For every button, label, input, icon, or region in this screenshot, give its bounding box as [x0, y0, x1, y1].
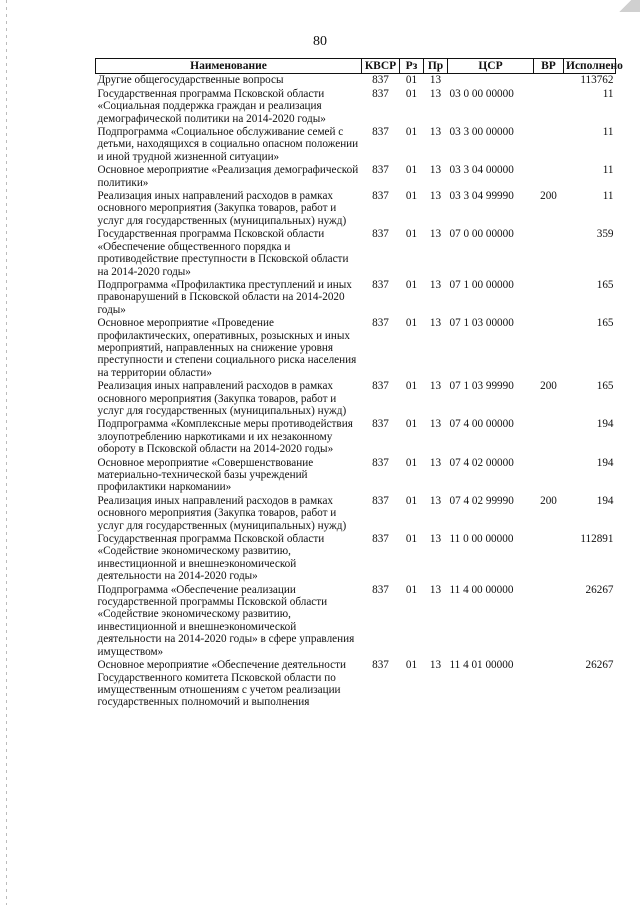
cell-kvsr: 837 — [372, 380, 389, 393]
cell-amount: 194 — [596, 456, 614, 469]
table-row — [96, 74, 616, 88]
cell-rz: 01 — [405, 87, 418, 100]
cell-rz: 01 — [405, 190, 418, 203]
header-pr: Пр — [424, 59, 448, 74]
cell-rz: 01 — [405, 456, 418, 469]
table-row — [96, 584, 616, 659]
cell-kvsr: 837 — [372, 533, 389, 546]
cell-kvsr: 837 — [372, 278, 389, 291]
cell-pr: 13 — [429, 87, 442, 100]
cell-vr — [534, 659, 564, 710]
cell-name: Основное мероприятие «Совершенствование материально-технической базы учреждений профилактики наркомании» — [97, 456, 314, 494]
cell-kvsr: 837 — [372, 456, 389, 469]
cell-name: Государственная программа Псковской области «Обеспечение общественного порядка и противодействие преступности в Псковской области на 2014-2020 годы» — [97, 228, 349, 278]
cell-csr: 07 4 02 99990 — [449, 494, 514, 507]
cell-rz: 01 — [400, 74, 424, 88]
scan-margin-line — [6, 0, 7, 905]
cell-kvsr: 837 — [372, 126, 389, 139]
cell-csr: 11 4 00 00000 — [449, 583, 514, 596]
cell-pr: 13 — [429, 164, 442, 177]
cell-csr: 07 0 00 00000 — [449, 228, 514, 241]
cell-pr: 13 — [429, 494, 442, 507]
cell-vr — [534, 126, 564, 164]
cell-vr: 200 — [540, 190, 557, 203]
cell-vr — [534, 457, 564, 495]
cell-vr — [534, 228, 564, 279]
cell-rz: 01 — [405, 228, 418, 241]
table-row — [96, 380, 616, 418]
cell-amount: 113762 — [564, 74, 616, 88]
cell-rz: 01 — [405, 317, 418, 330]
cell-csr: 11 4 01 00000 — [449, 659, 514, 672]
cell-name: Подпрограмма «Комплексные меры противодействия злоупотреблению наркотиками и их незаконному обороту в Псковской области на 2014-2020 годы» — [97, 418, 353, 456]
table-row — [96, 495, 616, 533]
table-body — [96, 74, 616, 710]
header-csr: ЦСР — [448, 59, 534, 74]
cell-vr — [534, 584, 564, 659]
cell-amount: 26267 — [585, 583, 614, 596]
cell-amount: 194 — [596, 494, 614, 507]
cell-vr — [534, 74, 564, 88]
table-header-row — [96, 59, 616, 74]
cell-name: Основное мероприятие «Реализация демографической политики» — [97, 164, 359, 189]
cell-csr: 03 3 04 99990 — [449, 190, 514, 203]
budget-table — [95, 58, 623, 710]
table-row — [96, 533, 616, 584]
cell-csr: 07 4 00 00000 — [449, 418, 514, 431]
cell-pr: 13 — [429, 583, 442, 596]
scan-corner-mark — [600, 0, 640, 12]
cell-csr: 11 0 00 00000 — [449, 533, 514, 546]
cell-kvsr: 837 — [362, 74, 400, 88]
cell-amount: 11 — [602, 87, 614, 100]
cell-kvsr: 837 — [372, 228, 389, 241]
cell-kvsr: 837 — [372, 87, 389, 100]
cell-pr: 13 — [429, 190, 442, 203]
cell-rz: 01 — [405, 494, 418, 507]
header-name: Наименование — [96, 59, 362, 74]
cell-pr: 13 — [429, 380, 442, 393]
cell-csr: 07 1 03 99990 — [449, 380, 514, 393]
cell-kvsr: 837 — [372, 190, 389, 203]
cell-amount: 165 — [596, 317, 614, 330]
table-row — [96, 164, 616, 190]
table-row — [96, 317, 616, 380]
cell-pr: 13 — [429, 228, 442, 241]
cell-csr: 03 0 00 00000 — [449, 87, 514, 100]
cell-vr — [534, 317, 564, 380]
cell-name: Подпрограмма «Обеспечение реализации государственной программы Псковской области «Содействие экономическому развитию, инвестиционной и внешнеэкономической деятельности на 2014-2020 годы» в сфере управления имуществом» — [97, 583, 355, 658]
cell-rz: 01 — [405, 126, 418, 139]
cell-vr: 200 — [540, 494, 557, 507]
cell-vr — [534, 418, 564, 456]
cell-amount: 359 — [596, 228, 614, 241]
page-number: 80 — [313, 34, 327, 49]
cell-pr: 13 — [429, 278, 442, 291]
cell-rz: 01 — [405, 659, 418, 672]
cell-name: Государственная программа Псковской области «Социальная поддержка граждан и реализация демографической политики на 2014-2020 годы» — [97, 87, 326, 125]
cell-kvsr: 837 — [372, 164, 389, 177]
cell-pr: 13 — [429, 126, 442, 139]
cell-rz: 01 — [405, 583, 418, 596]
cell-amount: 26267 — [585, 659, 614, 672]
cell-rz: 01 — [405, 278, 418, 291]
cell-rz: 01 — [405, 418, 418, 431]
cell-pr: 13 — [429, 418, 442, 431]
cell-csr: 03 3 04 00000 — [449, 164, 514, 177]
header-amount: Исполнено — [564, 59, 616, 74]
header-vr: ВР — [534, 59, 564, 74]
table-row — [96, 126, 616, 164]
cell-pr: 13 — [429, 533, 442, 546]
table-row — [96, 190, 616, 228]
cell-csr: 03 3 00 00000 — [449, 126, 514, 139]
table-row — [96, 228, 616, 279]
cell-name: Реализация иных направлений расходов в рамках основного мероприятия (Закупка товаров, работ и услуг для государственных (муниципальных) нужд) — [97, 190, 347, 227]
table-row — [96, 88, 616, 126]
cell-name: Основное мероприятие «Проведение профилактических, оперативных, розыскных и иных мероприятий, направленных на снижение уровня преступности и степени социального риска населения на территории области» — [97, 317, 357, 379]
cell-rz: 01 — [405, 533, 418, 546]
cell-vr — [534, 533, 564, 584]
cell-csr: 07 1 03 00000 — [449, 317, 514, 330]
cell-amount: 112891 — [580, 533, 614, 546]
cell-pr: 13 — [429, 317, 442, 330]
cell-csr: 07 1 00 00000 — [449, 278, 514, 291]
cell-pr: 13 — [429, 659, 442, 672]
cell-kvsr: 837 — [372, 659, 389, 672]
cell-amount: 165 — [596, 278, 614, 291]
cell-pr: 13 — [424, 74, 448, 88]
cell-vr — [534, 88, 564, 126]
cell-name: Другие общегосударственные вопросы — [96, 74, 362, 88]
cell-name: Реализация иных направлений расходов в рамках основного мероприятия (Закупка товаров, работ и услуг для государственных (муниципальных) нужд) — [97, 494, 347, 532]
cell-pr: 13 — [429, 456, 442, 469]
table-row — [96, 279, 616, 317]
cell-vr — [534, 164, 564, 190]
cell-kvsr: 837 — [372, 317, 389, 330]
table-row — [96, 418, 616, 456]
cell-amount: 11 — [602, 126, 614, 139]
cell-csr: 07 4 02 00000 — [449, 456, 514, 469]
cell-kvsr: 837 — [372, 494, 389, 507]
cell-name: Государственная программа Псковской области «Содействие экономическому развитию, инвестиционной и внешнеэкономической деятельности на 2014-2020 годы» — [97, 533, 325, 583]
cell-rz: 01 — [405, 164, 418, 177]
cell-amount: 194 — [596, 418, 614, 431]
cell-name: Основное мероприятие «Обеспечение деятельности Государственного комитета Псковской области по имущественным отношениям с учетом реализации государственных полномочий и выполнения — [97, 659, 346, 709]
header-rz: Рз — [400, 59, 424, 74]
cell-name: Подпрограмма «Профилактика преступлений и иных правонарушений в Псковской области на 2014-2020 годы» — [97, 278, 352, 316]
table-row — [96, 659, 616, 710]
cell-kvsr: 837 — [372, 583, 389, 596]
cell-amount: 165 — [596, 380, 614, 393]
table-row — [96, 457, 616, 495]
cell-vr — [534, 279, 564, 317]
cell-amount: 11 — [602, 164, 614, 177]
cell-vr: 200 — [540, 380, 557, 393]
cell-kvsr: 837 — [372, 418, 389, 431]
cell-name: Подпрограмма «Социальное обслуживание семей с детьми, находящихся в социально опасном положении и иной трудной жизненной ситуации» — [97, 126, 359, 163]
cell-csr — [448, 74, 534, 88]
cell-name: Реализация иных направлений расходов в рамках основного мероприятия (Закупка товаров, работ и услуг для государственных (муниципальных) нужд) — [97, 380, 347, 417]
cell-rz: 01 — [405, 380, 418, 393]
cell-amount: 11 — [602, 190, 614, 203]
header-kvsr: КВСР — [362, 59, 400, 74]
